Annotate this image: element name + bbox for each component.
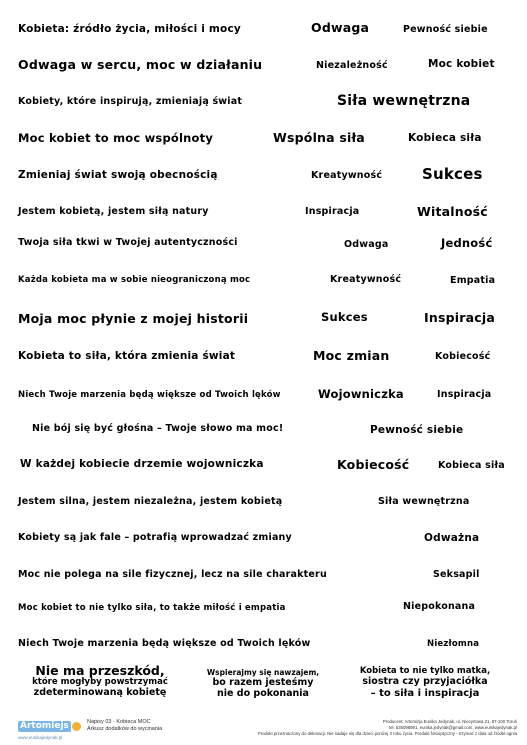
sticker-text: Twoja siła tkwi w Twojej autentyczności	[18, 237, 238, 248]
sticker-text: Nie bój się być głośna – Twoje słowo ma moc!	[32, 423, 284, 434]
sticker-text: Niech Twoje marzenia będą większe od Twoich lęków	[18, 638, 311, 649]
logo-url: www.eunikajedynak.pl	[18, 735, 63, 740]
sticker-text: Moc kobiet	[428, 58, 495, 70]
sticker-text: Pewność siebie	[370, 424, 464, 436]
sticker-text: Niezależność	[316, 60, 388, 71]
sticker-text: Kobiety, które inspirują, zmieniają świat	[18, 96, 243, 107]
sticker-text: Zmieniaj świat swoją obecnością	[18, 169, 218, 181]
sticker-text: Odwaga w sercu, moc w działaniu	[18, 57, 263, 72]
producer-info	[258, 719, 517, 736]
sticker-block	[188, 669, 338, 699]
sticker-text: Kobieca siła	[408, 132, 482, 144]
sticker-line: Kobieta to nie tylko matka,	[359, 666, 491, 676]
sticker-text: Jestem kobietą, jestem siłą natury	[18, 206, 209, 217]
producer-address: Producent: Artemizja Eunika Jedynak, ul. Niecyrtowa 21, 87-100 Toruń	[382, 719, 517, 724]
logo-wordmark: Artomiejs	[20, 720, 69, 731]
sticker-block	[15, 664, 185, 699]
sticker-text: Odważna	[424, 532, 480, 544]
sticker-text: Moc zmian	[313, 348, 390, 363]
sticker-text: Kreatywność	[330, 274, 402, 285]
sticker-text: Jestem silna, jestem niezależna, jestem kobietą	[18, 496, 283, 507]
sticker-text: Siła wewnętrzna	[378, 496, 470, 507]
sticker-text: Niezłomna	[427, 639, 480, 649]
sticker-text: Kobieta: źródło życia, miłości i mocy	[18, 23, 241, 35]
sticker-text: Moc nie polega na sile fizycznej, lecz na sile charakteru	[18, 569, 327, 580]
sticker-text: Pewność siebie	[403, 24, 488, 35]
sticker-text: Sukces	[321, 310, 368, 324]
sticker-line: Nie ma przeszkód,	[35, 663, 165, 678]
sticker-line: – to siła i inspiracja	[370, 687, 480, 699]
sticker-text: Inspiracja	[424, 310, 495, 325]
sticker-text: Kobiecość	[337, 457, 410, 472]
logo-dot-icon	[72, 722, 81, 731]
sticker-line: siostra czy przyjaciółka	[362, 675, 488, 687]
sticker-text: Odwaga	[344, 239, 389, 250]
sticker-text: Odwaga	[311, 20, 370, 35]
sticker-text: Moc kobiet to nie tylko siła, to także miłość i empatia	[18, 603, 286, 613]
safety-note: Produkt przeznaczony do dekoracji. Nie nadaje się dla dzieci poniżej 3 roku życia. Produkt fotooptyczny - trzymać z dala od źródeł ognia	[257, 730, 517, 736]
sticker-text: W każdej kobiecie drzemie wojowniczka	[20, 458, 264, 470]
sticker-line: bo razem jesteśmy	[212, 676, 314, 688]
sticker-line: Wspierajmy się nawzajem,	[206, 668, 320, 677]
sticker-text: Wspólna siła	[273, 130, 365, 145]
sticker-text: Empatia	[450, 275, 496, 286]
sticker-text: Kobieta to siła, która zmienia świat	[18, 350, 236, 362]
sticker-line: nie do pokonania	[217, 687, 309, 699]
sticker-line: które mogłyby powstrzymać	[32, 677, 168, 688]
producer-contact: tel. 535098991, eunika.jedynak@gmail.com, www.eunikajedynak.pl	[388, 724, 517, 730]
sticker-text: Seksapil	[433, 569, 480, 580]
sticker-block	[340, 667, 510, 699]
sticker-text: Moja moc płynie z mojej historii	[18, 311, 249, 326]
sticker-text: Niech Twoje marzenia będą większe od Twoich lęków	[18, 390, 281, 400]
sticker-text: Jedność	[441, 236, 493, 250]
sticker-text: Kobiety są jak fale – potrafią wprowadzać zmiany	[18, 532, 292, 543]
sticker-text: Moc kobiet to moc wspólnoty	[18, 131, 214, 145]
sticker-line: zdeterminowaną kobietę	[33, 687, 167, 699]
sticker-text: Kobieca siła	[438, 460, 505, 471]
sticker-text: Sukces	[422, 165, 483, 183]
sticker-text: Inspiracja	[437, 389, 492, 400]
sticker-text: Inspiracja	[305, 206, 360, 217]
sticker-text: Niepokonana	[403, 601, 476, 612]
sticker-text: Każda kobieta ma w sobie nieograniczoną moc	[18, 275, 251, 285]
product-description: Arkusz dodatków do wycinania	[87, 726, 163, 733]
product-info	[87, 719, 162, 734]
footer	[0, 715, 527, 745]
sticker-text: Kobiecość	[435, 351, 491, 362]
sticker-text: Witalność	[417, 204, 488, 219]
sticker-text: Kreatywność	[311, 170, 383, 181]
sticker-text: Siła wewnętrzna	[337, 93, 471, 109]
product-name: Napisy 03 - Kobieca MOC	[87, 719, 151, 725]
sticker-text: Wojowniczka	[318, 387, 404, 401]
brand-logo	[18, 719, 81, 733]
